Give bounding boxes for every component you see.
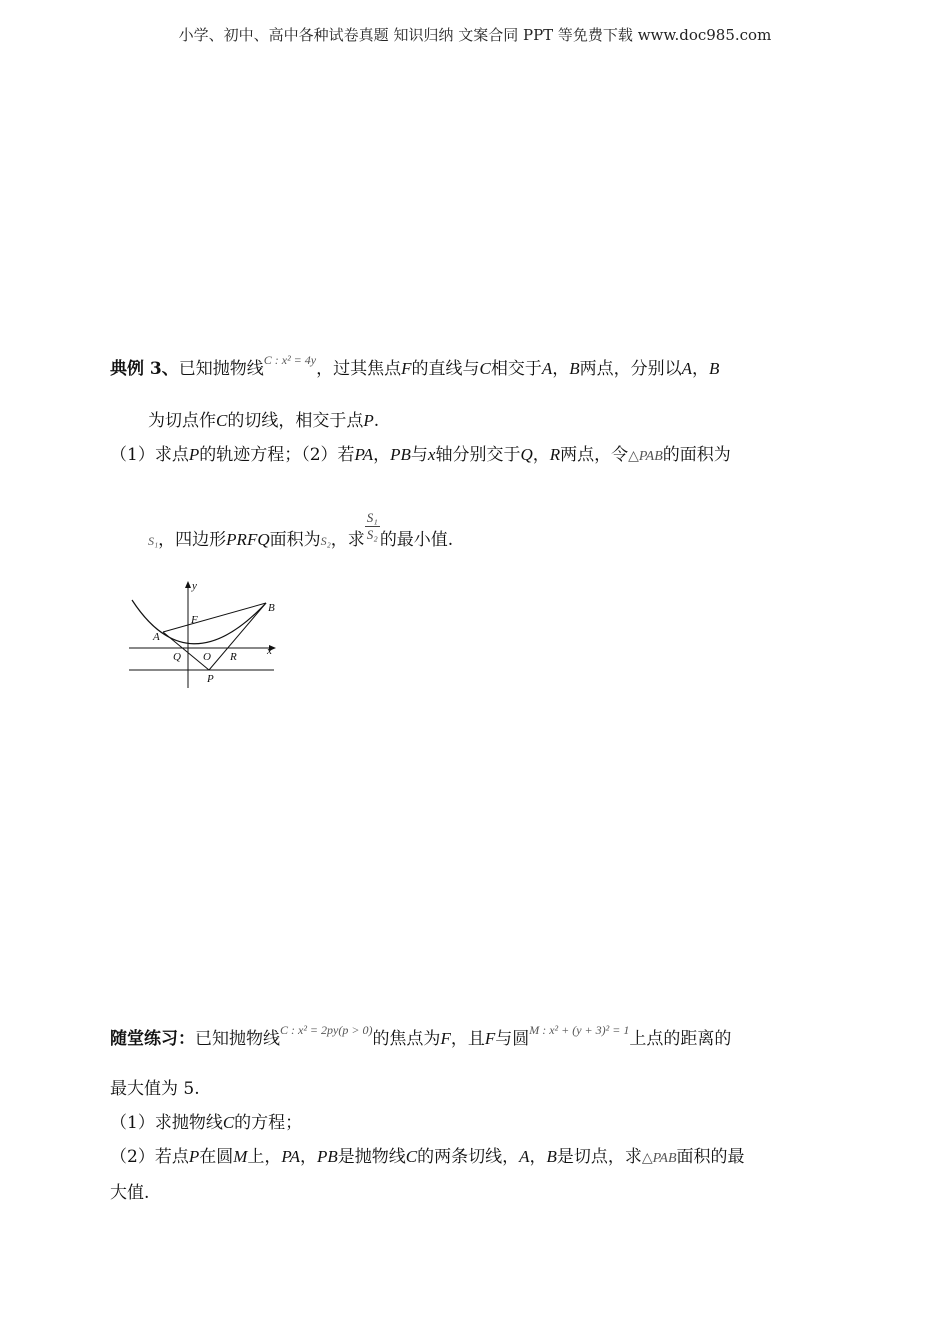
var-PB: PB [390,445,411,464]
text: （1）求点 [110,445,189,465]
practice-label: 随堂练习： [110,1029,195,1049]
text: 是抛物线 [337,1147,406,1167]
var-PB: PB [316,1147,338,1166]
parabola-figure [126,578,286,695]
text: 是切点，求 [556,1147,642,1167]
var-F: F [401,359,412,378]
label-F: F [191,614,198,626]
example3-label: 典例 3、 [110,359,179,379]
var-S1: S₁ [148,534,159,548]
var-C: C [222,1113,235,1132]
text: ， [299,1147,317,1167]
text: 与圆 [495,1029,530,1049]
var-F: F [440,1029,451,1048]
var-F: F [484,1029,496,1048]
fraction-numerator: S₁ [366,510,378,525]
text: 的轨迹方程；（2）若 [199,445,355,465]
text: 为切点作 [148,411,216,431]
var-C: C [405,1147,418,1166]
triangle-PAB: △PAB [628,449,663,464]
example3-line4 [148,510,454,557]
parabola-formula: C : x² = 2py(p > 0) [280,1023,373,1037]
label-P: P [207,673,214,685]
example3-line1 [110,354,719,379]
var-B: B [569,359,580,378]
text: ，过其焦点 [316,359,402,379]
text: 的切线，相交于点 [227,411,364,431]
text: 的两条切线， [417,1147,520,1167]
label-R: R [230,651,237,663]
page-header: 小学、初中、高中各种试卷真题 知识归纳 文案合同 PPT 等免费下载 www.doc985.com [178,26,772,44]
text: 的最小值. [379,530,454,550]
var-PRFQ: PRFQ [226,530,270,549]
text: 的直线与 [411,359,480,379]
text: ， [532,445,550,465]
label-Q: Q [173,651,181,663]
var-C: C [216,411,228,430]
example3-line3 [110,440,731,465]
text: （1）求抛物线 [110,1113,223,1133]
practice-line3 [110,1108,302,1133]
text: 的面积为 [662,445,731,465]
text: 上点的距离的 [629,1029,732,1049]
text: . [373,411,380,431]
var-A: A [681,359,693,378]
text: 面积为 [269,530,321,550]
tangent-PB [209,603,266,670]
text: ，四边形 [158,530,227,550]
label-A: A [153,631,160,643]
var-C: C [479,359,491,378]
var-Q: Q [520,445,533,464]
fraction-denominator: S₂ [366,527,378,542]
text: 的方程； [234,1113,303,1133]
text: 上， [247,1147,282,1167]
y-axis-arrow [185,581,191,588]
fraction-S1-S2 [365,510,380,543]
practice-line1 [110,1024,731,1049]
var-S2: S₂ [320,534,331,548]
text: 两点，令 [560,445,629,465]
var-A: A [541,359,553,378]
parabola-diagram [126,578,286,690]
text: 与 [410,445,428,465]
circle-formula: M : x² + (y + 3)² = 1 [529,1023,630,1037]
text: 在圆 [199,1147,234,1167]
var-x: x [427,445,436,464]
practice-line5: 大值. [110,1183,150,1203]
practice-line2: 最大值为 5. [110,1079,200,1099]
var-PA: PA [281,1147,300,1166]
text: ，且 [450,1029,485,1049]
label-B: B [268,602,275,614]
var-P: P [188,445,200,464]
practice-line4 [110,1142,745,1167]
var-P: P [188,1147,200,1166]
text: 的焦点为 [372,1029,441,1049]
var-R: R [549,445,561,464]
label-y: y [192,580,197,592]
example3-line2 [148,406,379,431]
text: （2）若点 [110,1147,189,1167]
text: 已知抛物线 [195,1029,280,1049]
text: 已知抛物线 [178,359,264,379]
text: 相交于 [490,359,542,379]
var-B: B [709,359,720,378]
text: 两点，分别以 [579,359,682,379]
var-M: M [233,1147,248,1166]
text: ， [552,359,570,379]
var-A: A [519,1147,530,1166]
triangle-PAB: △PAB [641,1151,677,1166]
text: ， [373,445,391,465]
label-x: x [267,645,272,657]
text: 面积的最 [676,1147,745,1167]
var-B: B [546,1147,557,1166]
text: ， [529,1147,547,1167]
var-P: P [363,411,374,430]
text: 轴分别交于 [435,445,521,465]
text: ， [692,359,710,379]
parabola-formula: C : x² = 4y [263,353,317,367]
text: ，求 [330,530,365,550]
var-PA: PA [354,445,374,464]
label-O: O [203,651,211,663]
